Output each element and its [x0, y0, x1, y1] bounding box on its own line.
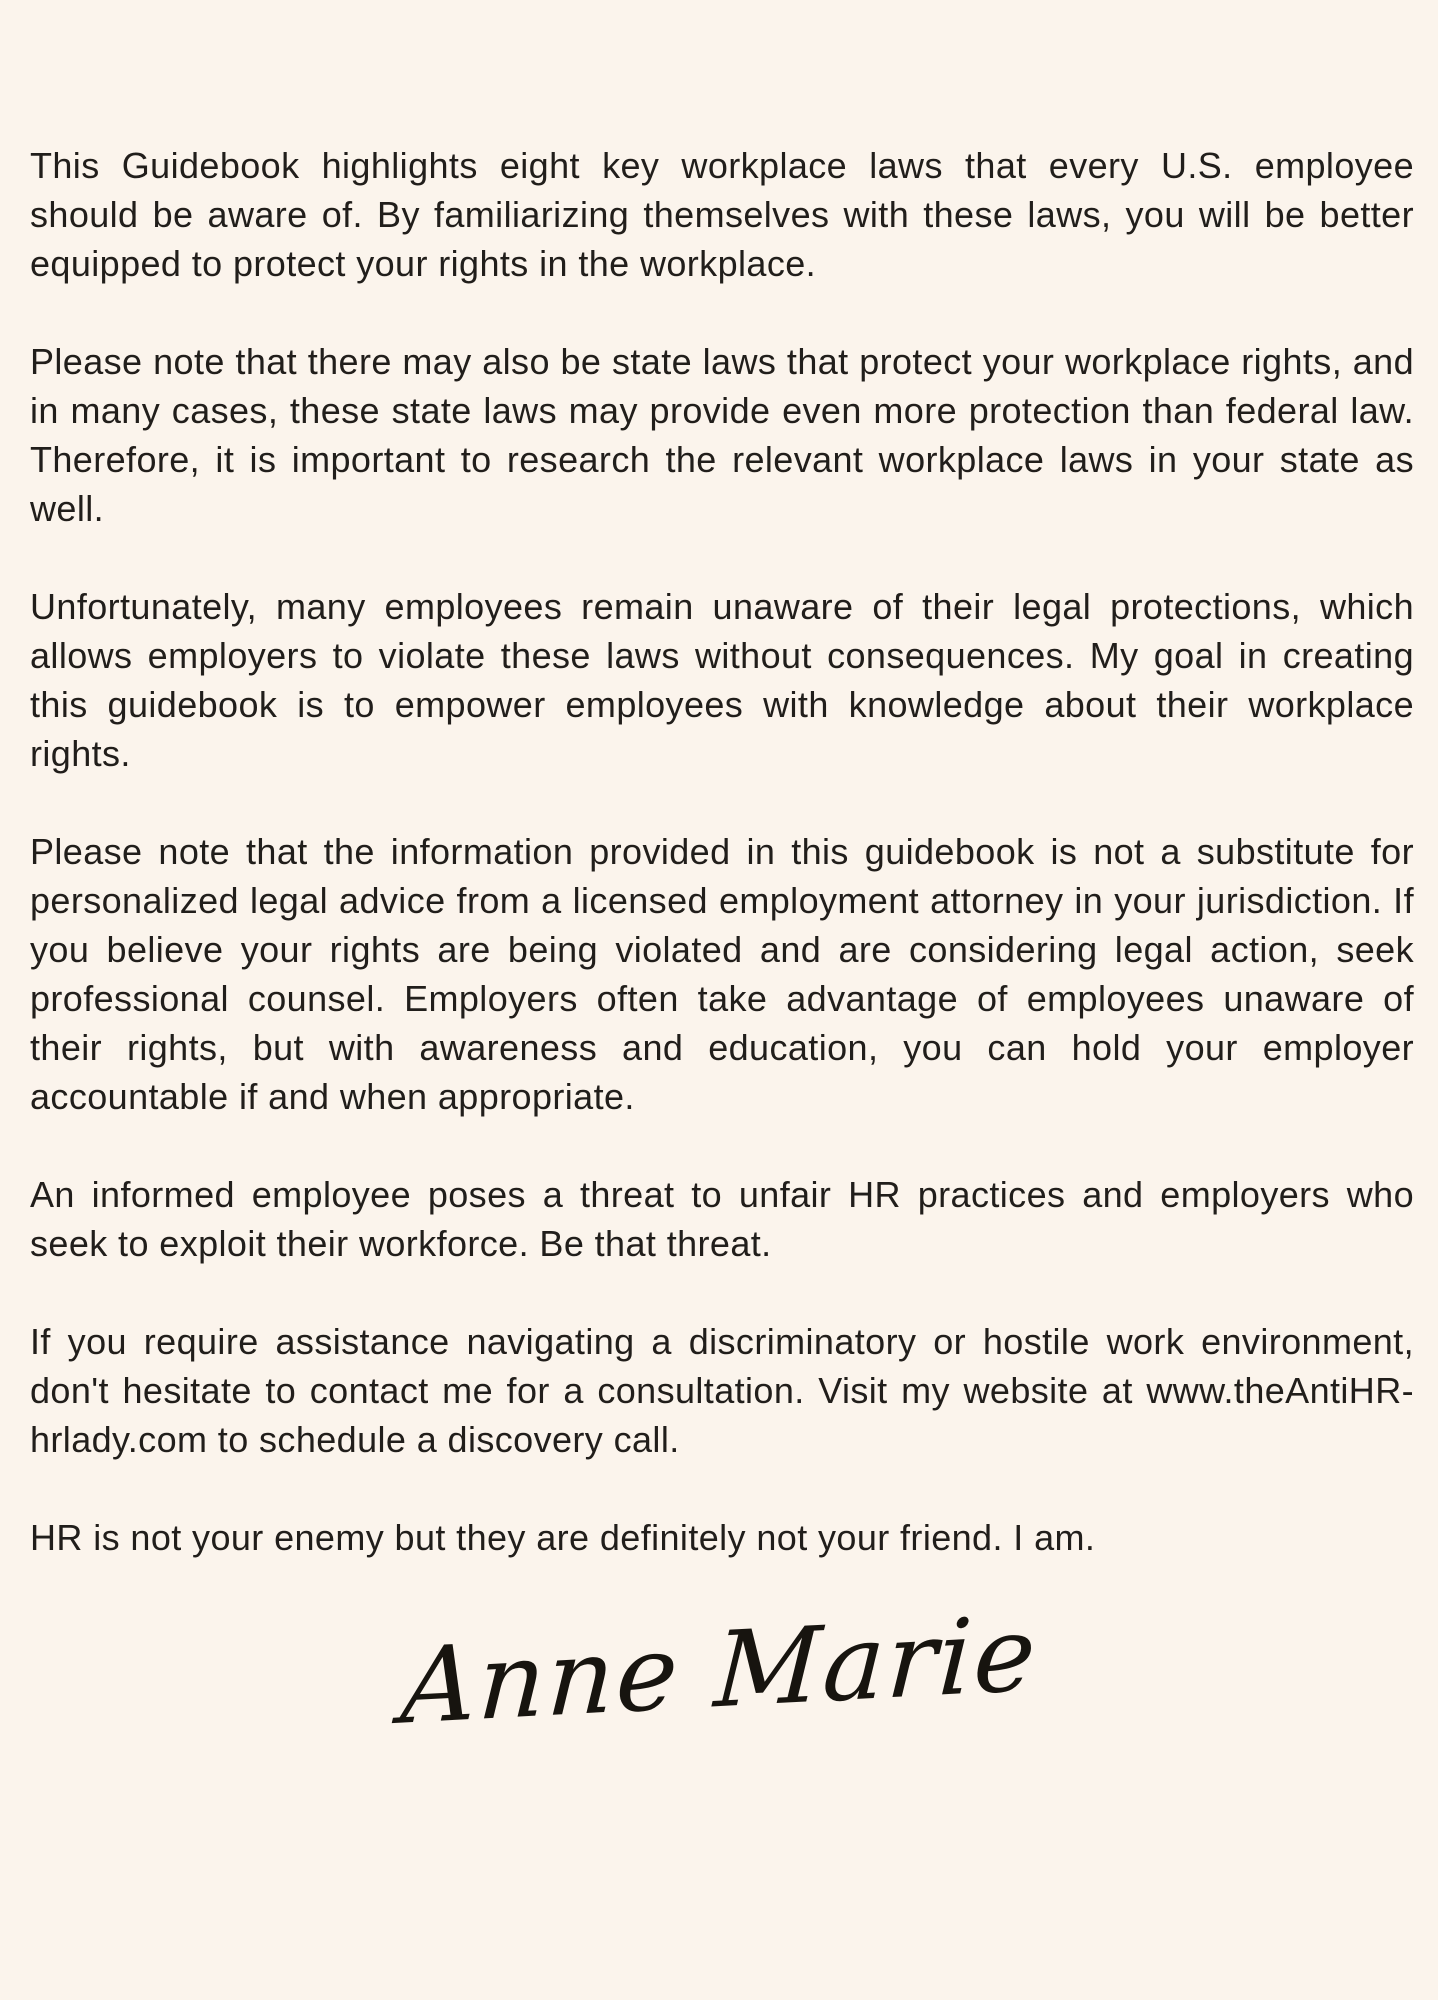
- paragraph-be-that-threat: An informed employee poses a threat to unfair HR practices and employers who seek to exploit their workforce. Be that threat.: [30, 1174, 1414, 1264]
- paragraph-consultation-website: If you require assistance navigating a discriminatory or hostile work environment, don't hesitate to contact me for a consultation. Visit my website at www.theAntiHR-hrlady.com to schedule a discovery call.: [30, 1321, 1414, 1460]
- paragraph-state-laws: Please note that there may also be state laws that protect your workplace rights, and in many cases, these state laws may provide even more protection than federal law. Therefore, it is important to research the relevant workplace laws in your state as well.: [30, 341, 1414, 529]
- signature-area: [0, 1592, 1438, 1748]
- paragraph-guidebook-overview: This Guidebook highlights eight key workplace laws that every U.S. employee should be aware of. By familiarizing themselves with these laws, you will be better equipped to protect your rights in the workplace.: [30, 145, 1414, 284]
- signature: Anne Marie: [397, 1592, 1041, 1748]
- paragraph-unaware-employees: Unfortunately, many employees remain unaware of their legal protections, which allows employers to violate these laws without consequences. My goal in creating this guidebook is to empower employees with knowledge about their workplace rights.: [30, 586, 1414, 774]
- paragraph-legal-disclaimer: Please note that the information provided in this guidebook is not a substitute for personalized legal advice from a licensed employment attorney in your jurisdiction. If you believe your rights are being violated and are considering legal action, seek professional counsel. Employers often take advantage of employees unaware of their rights, but with awareness and education, you can hold your employer accountable if and when appropriate.: [30, 831, 1414, 1117]
- paragraph-hr-not-your-friend: HR is not your enemy but they are definitely not your friend. I am.: [30, 1517, 1096, 1558]
